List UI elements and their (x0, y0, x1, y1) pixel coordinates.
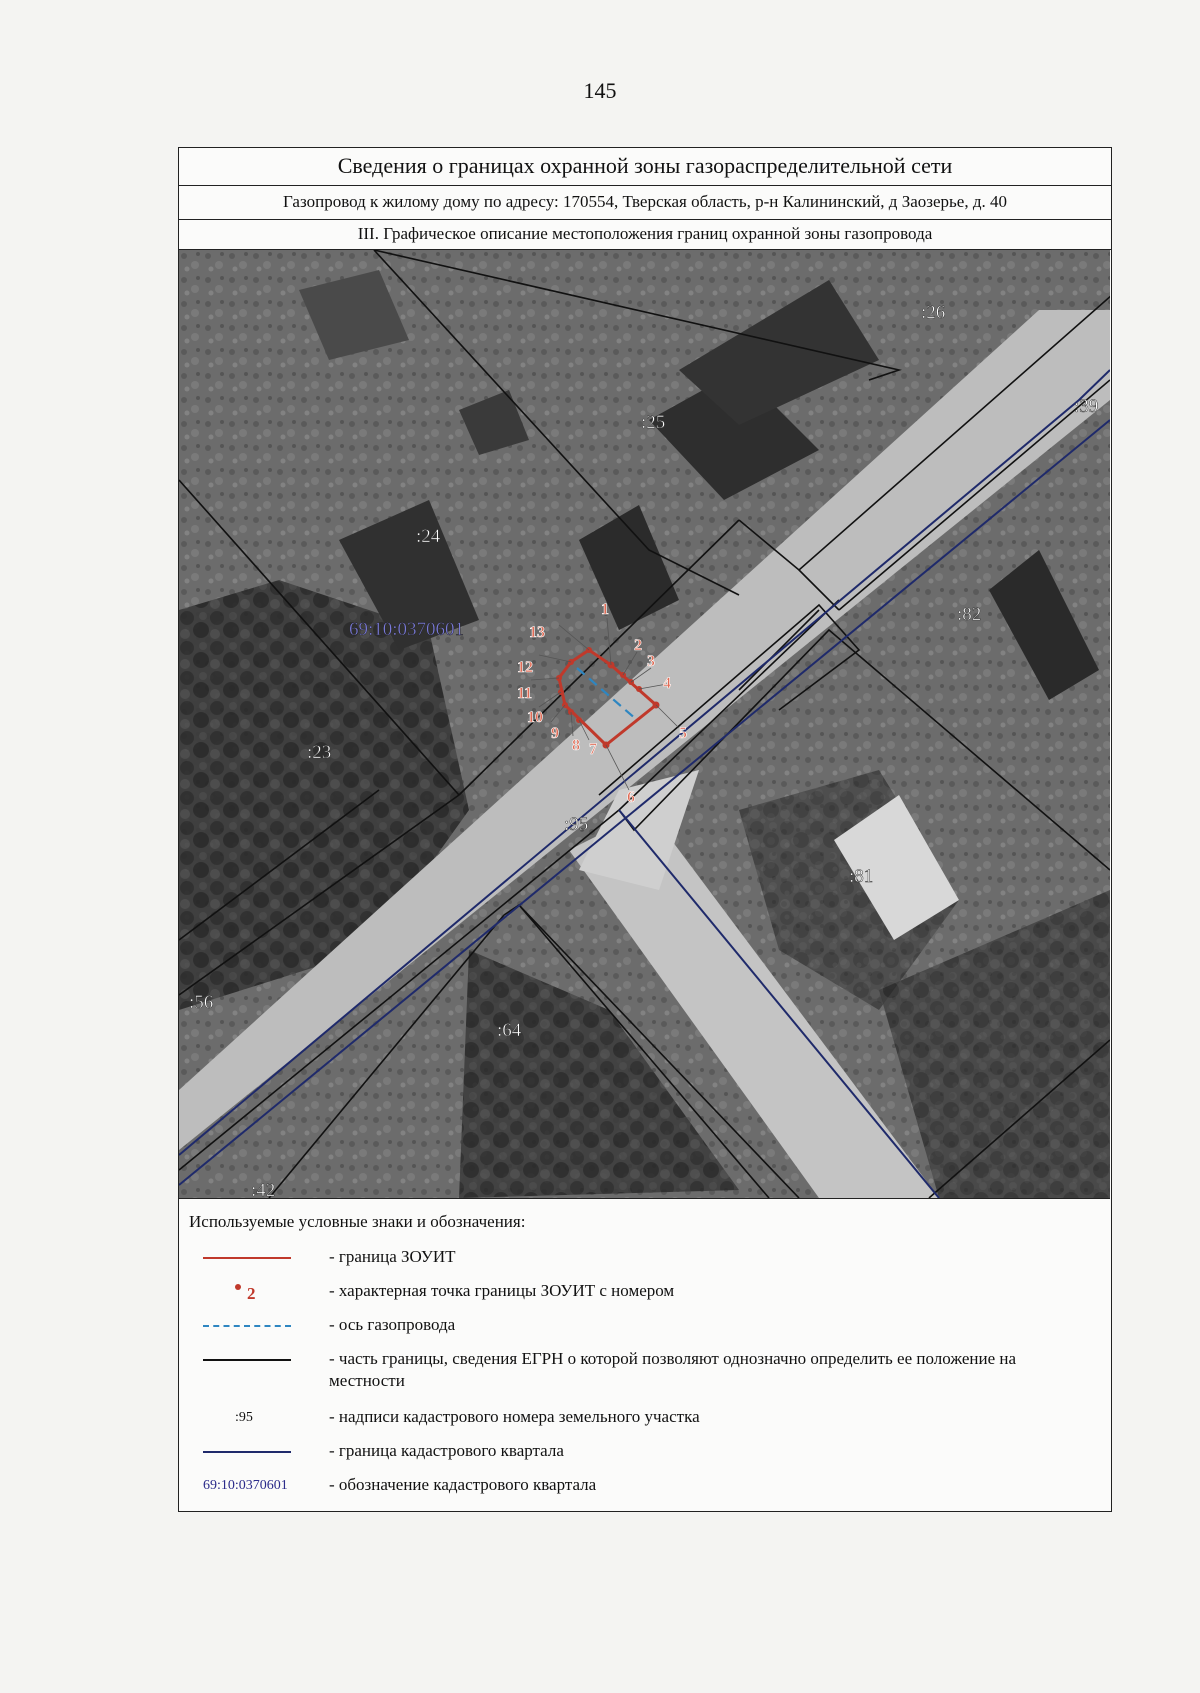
blue-dashed-line-icon (197, 1314, 307, 1344)
parcel-label-icon (197, 1406, 307, 1436)
red-line-icon (197, 1246, 307, 1276)
legend-symbol-text: 69:10:0370601 (203, 1478, 288, 1493)
legend-text: - ось газопровода (329, 1315, 456, 1334)
parcel-label: :82 (957, 604, 982, 625)
point-label: 13 (529, 624, 545, 641)
parcel-label: :64 (497, 1020, 522, 1041)
point-label: 3 (647, 653, 655, 670)
point-label: 4 (663, 675, 671, 692)
point-label: 1 (601, 601, 609, 618)
navy-line-icon (197, 1440, 307, 1470)
legend-text: - граница ЗОУИТ (329, 1247, 456, 1266)
legend-title: Используемые условные знаки и обозначения: (189, 1212, 526, 1231)
legend-text: - граница кадастрового квартала (329, 1441, 564, 1460)
parcel-label: :39 (1074, 396, 1099, 417)
page-number: 145 (583, 78, 617, 103)
point-label: 12 (517, 659, 533, 676)
quarter-label-icon (197, 1474, 307, 1504)
point-label: 11 (517, 685, 533, 702)
point-label: 2 (634, 637, 642, 654)
legend-text: - часть границы, сведения ЕГРН о которой позволяют однозначно определить ее положение на местности (329, 1349, 1017, 1390)
parcel-label: :24 (416, 526, 441, 547)
parcel-label: :56 (189, 992, 214, 1013)
point-label: 9 (551, 725, 559, 742)
map-svg (179, 250, 1110, 1198)
point-label: 6 (627, 789, 635, 806)
object-description: Газопровод к жилому дому по адресу: 170554, Тверская область, р-н Калининский, д Заозерье, д. 40 (179, 186, 1111, 220)
legend-text: - характерная точка границы ЗОУИТ с номером (329, 1281, 675, 1300)
legend-text: - обозначение кадастрового квартала (329, 1475, 597, 1494)
parcel-label: :23 (307, 742, 332, 763)
red-point-icon (197, 1280, 307, 1310)
parcel-label: :95 (564, 814, 589, 835)
point-label: 5 (679, 725, 687, 742)
point-label: 10 (527, 709, 543, 726)
aerial-map[interactable] (179, 250, 1110, 1199)
point-label: 8 (572, 737, 580, 754)
legend (179, 1198, 1111, 1510)
quarter-label: 69:10:0370601 (349, 619, 465, 640)
black-line-icon (197, 1348, 307, 1378)
parcel-label: :81 (849, 866, 874, 887)
point-label: 7 (589, 741, 597, 758)
parcel-label: :25 (641, 412, 666, 433)
parcel-label: :26 (921, 302, 946, 323)
legend-symbol-text: 2 (247, 1284, 256, 1303)
sheet-title: Сведения о границах охранной зоны газораспределительной сети (179, 148, 1111, 186)
section-title: III. Графическое описание местоположения границ охранной зоны газопровода (179, 220, 1111, 250)
legend-text: - надписи кадастрового номера земельного участка (329, 1407, 700, 1426)
legend-symbol-text: :95 (235, 1410, 253, 1425)
info-frame (178, 147, 1112, 1512)
parcel-label: :42 (251, 1180, 276, 1198)
